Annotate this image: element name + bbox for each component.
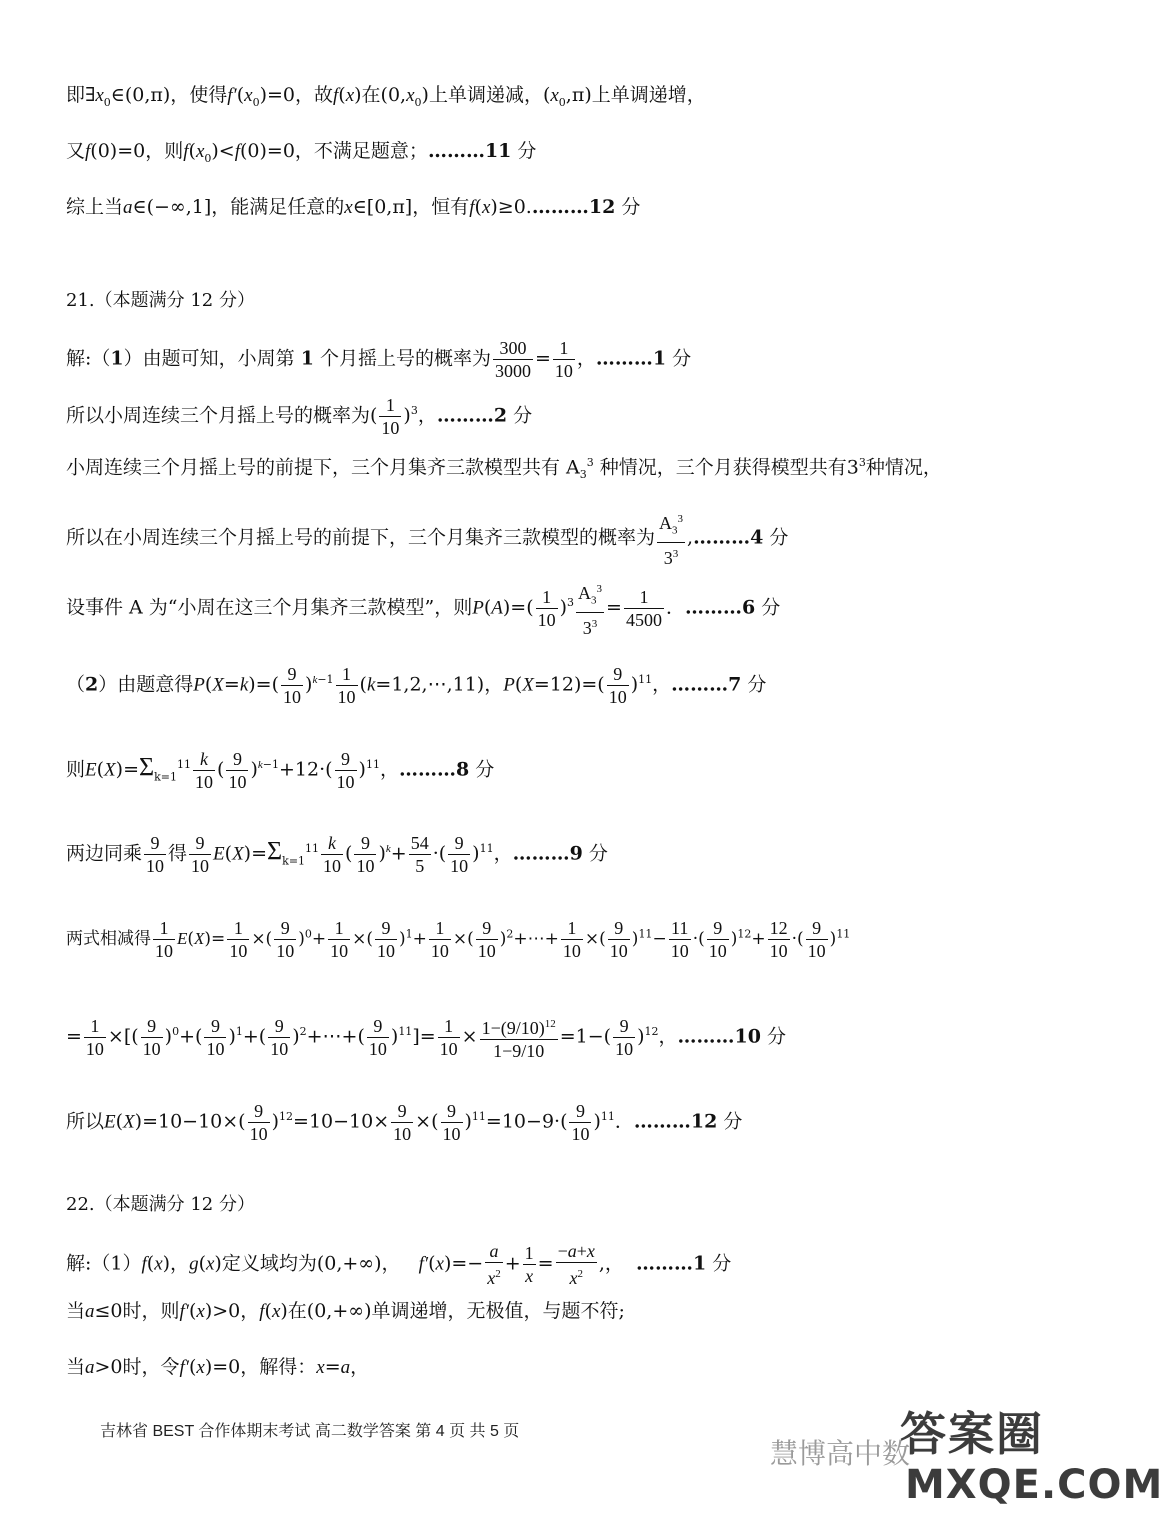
text-line-9: 设事件 A 为“小周在这三个月集齐三款模型”，则P(A)=( $\frac{1}{10}$ )$^3$ $\frac{A_3^3}{3^3}$ = $\frac{1}{4500}$ ．………6 分 — [66, 578, 1040, 639]
text-line-17: 解:（1）f(x)，g(x)定义域均为(0,+∞)， f′(x)=− $\frac{a}{x^2}$ + $\frac{1}{x}$ = $\frac{-a+x}{x^2}$ ,， ………1 分 — [66, 1241, 732, 1288]
text-line-11: 则$E(X)=\Sigma_{k=1}^{11}$ $\frac{k}{10}$ ( $\frac{9}{10}$ )$^{k-1}$+12·( $\frac{9}{10}$ )$^{11}$，………8 分 — [66, 749, 495, 792]
text-line-2: 又f(0)=0，则$f(x_0)<f(0)=0$，不满足题意；………11 分 — [66, 140, 537, 165]
text-line-14: = $\frac{1}{10}$ ×[( $\frac{9}{10}$ )$^0$+( $\frac{9}{10}$ )$^1$+( $\frac{9}{10}$ )$^2$+⋯+( $\frac{9}{10}$ )$^{11}$]= $\frac{1}{10}$ × $\frac{1-(9/10)^{12}}{1-9/10}$ =1−( $\frac{9}{10}$ )$^{12}$，………10 分 — [66, 1013, 1040, 1062]
text-line-19: 当a>0时，令f′(x)=0，解得：x=a， — [66, 1356, 370, 1378]
watermark-source: 慧博高中数 — [770, 1437, 911, 1470]
watermark-logo: 答案圈 — [900, 1407, 1044, 1461]
section-heading-22: 22.（本题满分 12 分） — [66, 1194, 255, 1215]
text-line-15: 所以E(X)=10−10×( $\frac{9}{10}$ )$^{12}$=10−10× $\frac{9}{10}$ ×( $\frac{9}{10}$ )$^{11}$=10−9·( $\frac{9}{10}$ )$^{11}$．………12 分 — [66, 1101, 743, 1144]
text-line-12: 两边同乘 $\frac{9}{10}$ 得 $\frac{9}{10}$ $E(X)=\Sigma_{k=1}^{11}$ $\frac{k}{10}$ ( $\frac{9}{10}$ )$^k$+ $\frac{54}{5}$ ·( $\frac{9}{10}$ )$^{11}$，………9 分 — [66, 833, 608, 876]
text-line-6: 所以小周连续三个月摇上号的概率为( $\frac{1}{10}$ )$^3$，………2 分 — [66, 395, 533, 438]
text-line-8: 所以在小周连续三个月摇上号的前提下，三个月集齐三款模型的概率为 $\frac{A_3^3}{3^3}$ ,………4 分 — [66, 508, 1040, 569]
page-footer: 吉林省 BEST 合作体期末考试 高二数学答案 第 4 页 共 5 页 — [100, 1423, 520, 1440]
text-line-3: 综上当a∈(−∞,1]，能满足任意的x∈[0,π]，恒有f(x)≥0.………12 分 — [66, 196, 641, 218]
text-line-1: 即$\exists x_0\in(0,\pi)$，使得$f'(x_0)=0$，故f(x)在$(0,x_0)$上单调递减，$(x_0,\pi)$上单调递增， — [66, 84, 706, 109]
text-line-10: （2）由题意得P(X=k)=( $\frac{9}{10}$ )$^{k-1}$ $\frac{1}{10}$ (k=1,2,⋯,11)，P(X=12)=( $\frac{9}{10}$ )$^{11}$，………7 分 — [66, 664, 767, 707]
text-line-18: 当a≤0时，则f′(x)>0，f(x)在(0,+∞)单调递增，无极值，与题不符; — [66, 1300, 625, 1322]
text-line-7: 小周连续三个月摇上号的前提下，三个月集齐三款模型共有 $A_3^3$ 种情况，三个月获得模型共有$3^3$种情况， — [66, 456, 942, 482]
watermark-url: MXQE.COM — [905, 1462, 1163, 1508]
text-line-13: 两式相减得 $\frac{1}{10}$ E(X)= $\frac{1}{10}$ ×( $\frac{9}{10}$ )$^0$+ $\frac{1}{10}$ ×( $\frac{9}{10}$ )$^1$+ $\frac{1}{10}$ ×( $\frac{9}{10}$ )$^2$+⋯+ $\frac{1}{10}$ ×( $\frac{9}{10}$ )$^{11}$− $\frac{11}{10}$ ·( $\frac{9}{10}$ )$^{12}$+ $\frac{12}{10}$ ·( $\frac{9}{10}$ )$^{11}$ — [66, 918, 851, 961]
section-heading-21: 21.（本题满分 12 分） — [66, 290, 255, 311]
text-line-5: 解:（1）由题可知，小周第 1 个月摇上号的概率为 $\frac{300}{3000}$ = $\frac{1}{10}$ ，………1 分 — [66, 338, 692, 381]
